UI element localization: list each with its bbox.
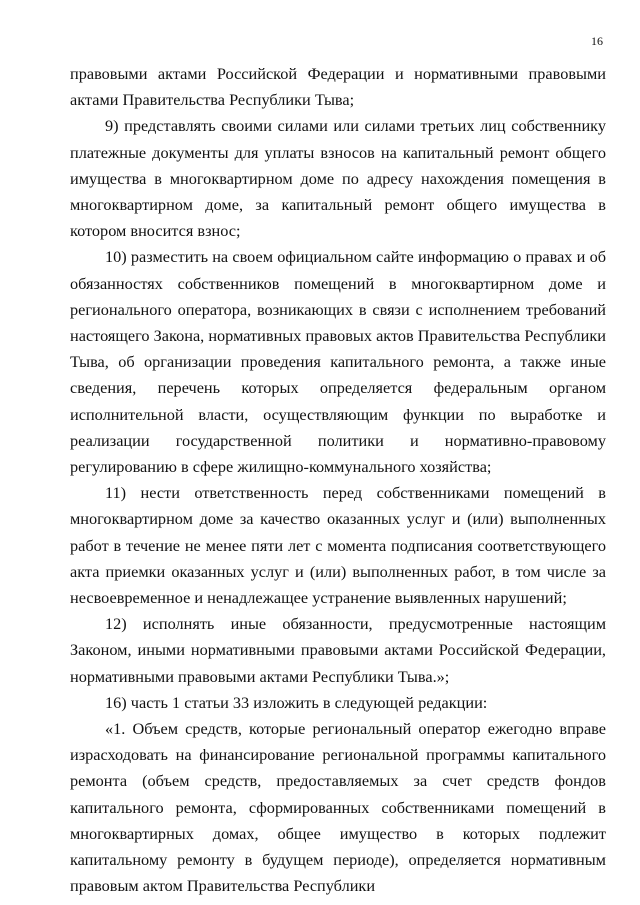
document-body: [70, 61, 606, 900]
paragraph-item-12: 12) исполнять иные обязанности, предусмотренные настоящим Законом, иными нормативными правовыми актами Российской Федерации, нормативными правовыми актами Республики Тыва.»;: [70, 614, 606, 686]
paragraph-item-16: 16) часть 1 статьи 33 изложить в следующей редакции:: [105, 692, 488, 712]
page-number: 16: [591, 34, 603, 48]
paragraph-item-10: 10) разместить на своем официальном сайте информацию о правах и об обязанностях собственников помещений в многоквартирном доме и регионального оператора, возникающих в связи с исполнением требований настоящего Закона, нормативных правовых актов Правительства Республики Тыва, об организации проведения капитального ремонта, а также иные сведения, перечень которых определяется федеральным органом исполнительной власти, осуществляющим функции по выработке и реализации государственной политики и нормативно-правовому регулированию в сфере жилищно-коммунального хозяйства;: [70, 247, 606, 477]
paragraph-item-9: 9) представлять своими силами или силами третьих лиц собственнику платежные документы для уплаты взносов на капитальный ремонт общего имущества в многоквартирном доме по адресу нахождения помещения в многоквартирном доме, за капитальный ремонт общего имущества в котором вносится взнос;: [70, 116, 606, 241]
paragraph-continuation: правовыми актами Российской Федерации и нормативными правовыми актами Правительства Республики Тыва;: [70, 64, 606, 110]
paragraph-quoted-part-1: «1. Объем средств, которые региональный оператор ежегодно вправе израсходовать на финансирование региональной программы капитального ремонта (объем средств, предоставляемых за счет средств фондов капитального ремонта, сформированных собственниками помещений в многоквартирных домах, общее имущество в которых подлежит капитальному ремонту в будущем периоде), определяется нормативным правовым актом Правительства Республики: [70, 719, 606, 896]
paragraph-item-11: 11) нести ответственность перед собственниками помещений в многоквартирном доме за качество оказанных услуг и (или) выполненных работ в течение не менее пяти лет с момента подписания соответствующего акта приемки оказанных услуг и (или) выполненных работ, в том числе за несвоевременное и ненадлежащее устранение выявленных нарушений;: [70, 483, 606, 608]
